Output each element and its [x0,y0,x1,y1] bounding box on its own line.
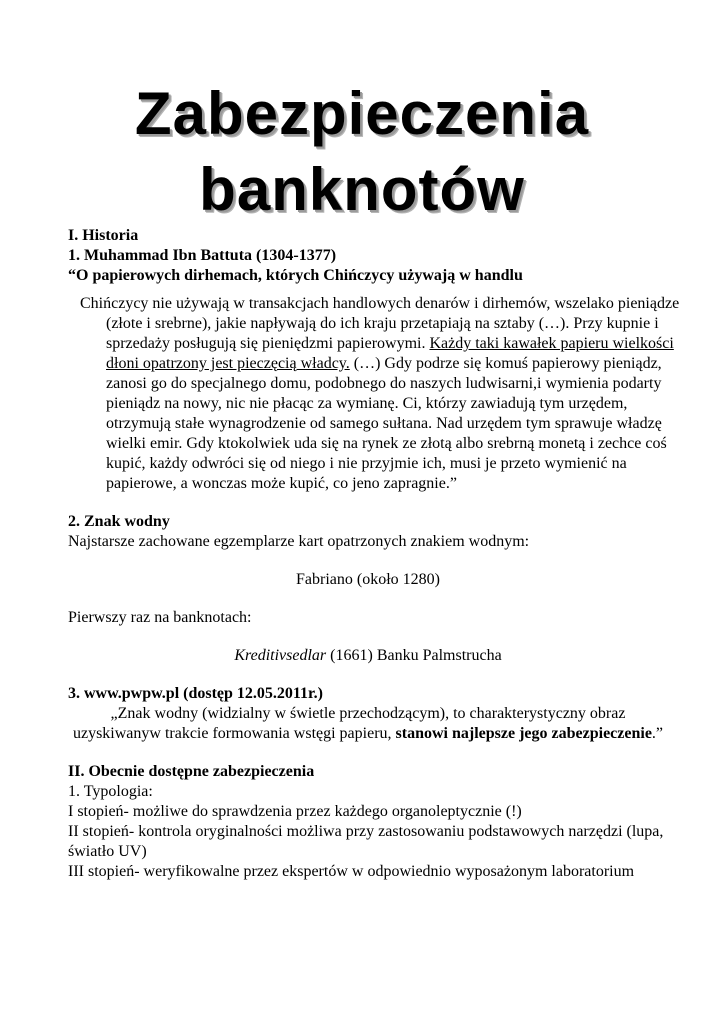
level-3: III stopień- weryfikowalne przez ekspertów w odpowiednio wyposażonym laboratorium [68,863,635,880]
pwpw-quote-end: .” [651,725,664,742]
battuta-quote [80,294,686,494]
section-history-heading: I. Historia [68,227,139,244]
level-2: II stopień- kontrola oryginalności możliwa przy zastosowaniu podstawowych narzędzi (lupa, światło UV) [68,823,664,860]
kreditivsedlar-italic: Kreditivsedlar [234,647,327,664]
typology-label: 1. Typologia: [68,783,153,800]
item2-fabriano: Fabriano (około 1280) [296,571,440,588]
item2-text-2: Pierwszy raz na banknotach: [68,609,252,626]
section-current-heading: II. Obecnie dostępne zabezpieczenia [68,763,315,780]
title-line-2: banknotów [199,156,525,223]
kreditivsedlar-rest: (1661) Banku Palmstrucha [326,647,502,664]
item1-subheading: “O papierowych dirhemach, których Chińczycy używają w handlu [68,267,523,284]
document-title [0,76,724,228]
pwpw-quote [68,704,668,744]
item2-kreditivsedlar [68,646,668,666]
pwpw-quote-part-1: „Znak wodny (widzialny w świetle przechodzącym), to charakterystyczny obraz uzyskiwanyw trakcie formowania wstęgi papieru, [72,705,626,742]
title-line-1: Zabezpieczenia [134,80,590,147]
document-body [68,226,680,882]
item2-heading: 2. Znak wodny [68,513,170,530]
quote-part-2: (…) Gdy podrze się komuś papierowy pieniądz, zanosi go do specjalnego domu, podobnego do naszych ludwisarni,i wymienia podarty pieniądz na nowy, nic nie płacąc za wymianę. Ci, którzy zawiadują tym urzędem, otrzymują stałe wynagrodzenie od samego sułtana. Nad urzędem tym sprawuje władzę wielki emir. Gdy ktokolwiek uda się na rynek ze złotą albo srebrną monetą i zechce coś kupić, każdy odwróci się od niego i nie przyjmie ich, musi je przeto wymienić na papierowe, a wonczas może kupić, co jeno zapragnie.” [106,355,667,492]
item3-heading: 3. www.pwpw.pl (dostęp 12.05.2011r.) [68,685,324,702]
item2-text-1: Najstarsze zachowane egzemplarze kart opatrzonych znakiem wodnym: [68,533,530,550]
item1-heading: 1. Muhammad Ibn Battuta (1304-1377) [68,247,337,264]
quote-part-1: Chińczycy nie używają w transakcjach handlowych denarów i dirhemów, wszelako pieniądze (złote i srebrne), jakie napływają do ich kraju przetapiają na sztaby (…). Przy kupnie i sprzedaży posługują się pieniędzmi papierowymi. [80,295,680,352]
quote-underlined: Każdy taki kawałek papieru wielkości dłoni opatrzony jest pieczęcią władcy. [106,335,674,372]
pwpw-quote-bold: stanowi najlepsze jego zabezpieczenie [395,725,652,742]
level-1: I stopień- możliwe do sprawdzenia przez każdego organoleptycznie (!) [68,803,522,820]
